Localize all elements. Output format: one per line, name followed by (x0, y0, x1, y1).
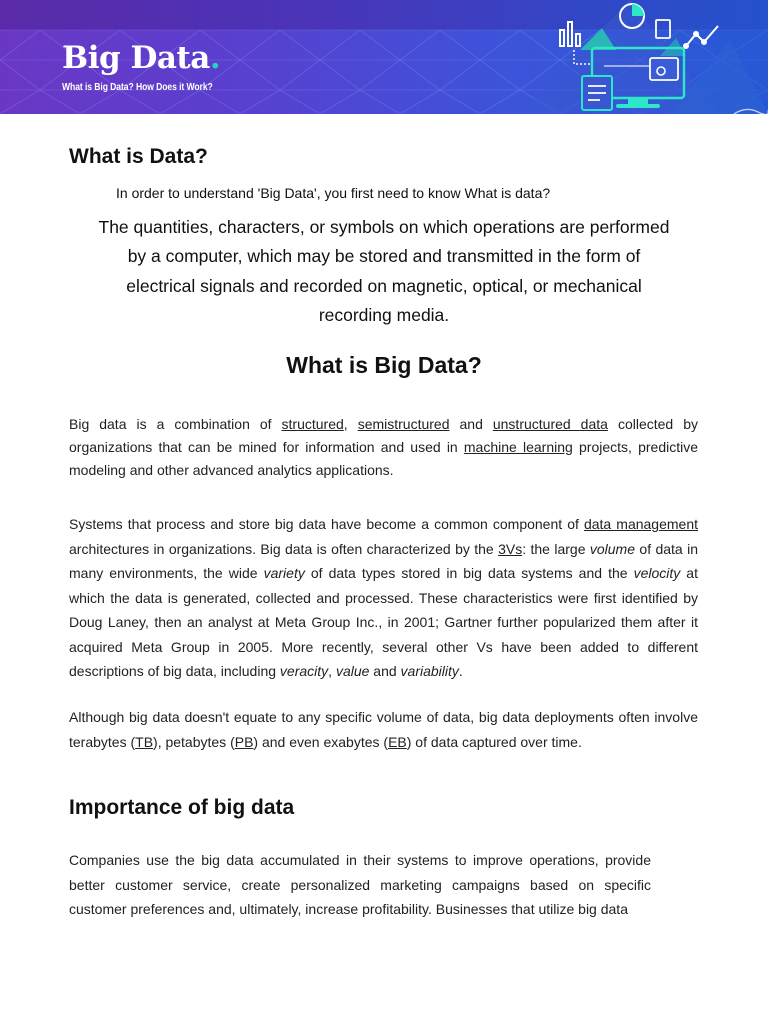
text: at which the data is generated, collected and processed. These characteristics were first identified by Doug Laney, then an analyst at Meta Group Inc., in 2001; Gartner further popularized them after it acquired Meta Group in 2005. More recently, several other Vs have been added to different descriptions of big data, including (69, 565, 698, 679)
document-icon (582, 76, 612, 110)
link-semistructured[interactable]: semistructured (357, 416, 450, 432)
line-graph-icon (684, 26, 718, 48)
text: . (458, 663, 463, 679)
text: ) of data captured over time. (406, 733, 582, 750)
term-value: value (335, 663, 370, 679)
brand-title-dot: . (209, 40, 221, 76)
link-structured[interactable]: structured (281, 416, 344, 432)
text: Systems that process and store big data have become a common component of (69, 516, 584, 532)
brand-subtitle: What is Big Data? How Does it Work? (62, 82, 213, 93)
paragraph-3vs (69, 512, 698, 684)
paragraph-definition-big-data (69, 413, 698, 482)
term-variability: variability (400, 663, 459, 679)
paragraph-importance: Companies use the big data accumulated in their systems to improve operations, provide better customer service, create personalized marketing campaigns based on specific customer preferences and, ultimately, increase profitability. Businesses that utilize big data (69, 852, 651, 917)
term-volume: volume (589, 540, 636, 557)
link-data-management[interactable]: data management (583, 516, 699, 532)
data-definition: The quantities, characters, or symbols on which operations are performed by a computer, which may be stored and transmitted in the form of electrical signals and recorded on magnetic, optical, or mechanical recording media. (98, 217, 670, 325)
text: projects, predictive modeling and other advanced analytics applications. (69, 439, 698, 478)
bar-chart-icon (560, 22, 580, 46)
brand-title-text: Big Data (62, 40, 210, 76)
text: and (369, 663, 401, 679)
settings-window-icon (650, 58, 678, 80)
text: architectures in organizations. Big data is often characterized by the (69, 540, 499, 557)
link-unstructured-data[interactable]: unstructured data (492, 416, 608, 432)
text: , (328, 663, 336, 679)
link-eb[interactable]: EB (388, 733, 407, 750)
link-pb[interactable]: PB (234, 733, 254, 750)
heading-what-is-data: What is Data? (69, 145, 208, 168)
term-veracity: veracity (279, 663, 329, 679)
paragraph-data-volume (69, 705, 698, 754)
heading-what-is-big-data: What is Big Data? (286, 352, 482, 378)
intro-question: In order to understand 'Big Data', you first need to know What is data? (116, 185, 551, 201)
brand-title (62, 40, 221, 76)
text: Although big data doesn't equate to any specific volume of data, big data deployments often involve terabytes ( (69, 709, 698, 750)
link-tb[interactable]: TB (135, 733, 154, 750)
data-illustration (520, 0, 768, 114)
text: and (449, 416, 493, 432)
link-3vs[interactable]: 3Vs (498, 540, 523, 557)
header-banner (0, 0, 768, 114)
term-velocity: velocity (633, 565, 681, 581)
text: ), petabytes ( (153, 733, 235, 750)
text: of data types stored in big data systems and the (304, 565, 634, 581)
link-machine-learning[interactable]: machine learning (463, 439, 573, 455)
text: : the large (522, 540, 590, 557)
text: collected by organizations that can be mined for information and used in (69, 416, 698, 455)
text: , (343, 416, 358, 432)
text: of data in many environments, the wide (69, 540, 698, 581)
term-variety: variety (263, 565, 305, 581)
heading-importance-of-big-data: Importance of big data (69, 796, 295, 819)
text: Big data is a combination of (69, 416, 282, 432)
text: ) and even exabytes ( (253, 733, 389, 750)
